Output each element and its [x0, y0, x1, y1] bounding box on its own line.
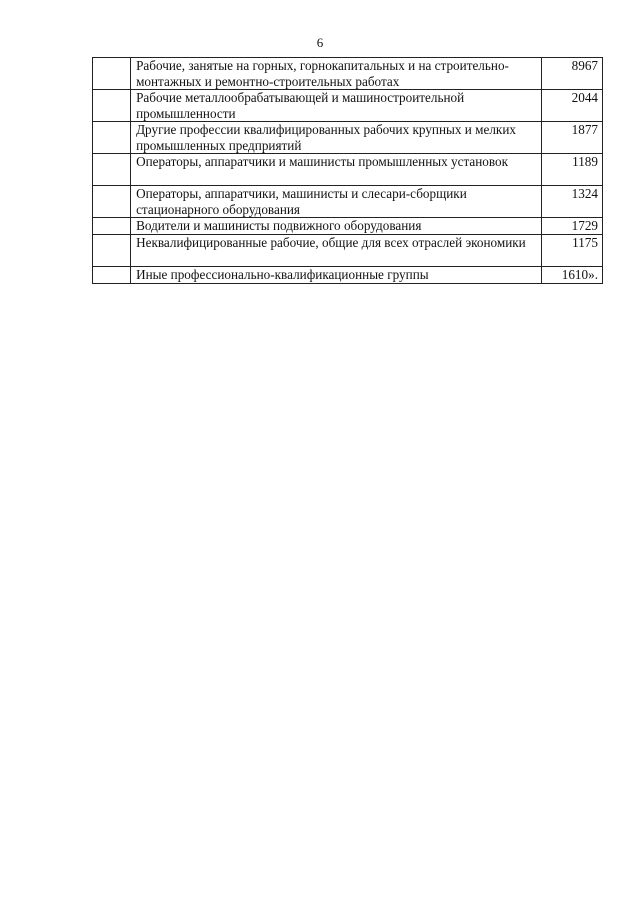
value-cell: 8967 — [541, 58, 602, 90]
value-cell: 2044 — [541, 90, 602, 122]
table-row — [93, 186, 603, 218]
row-number-cell — [93, 267, 131, 284]
profession-group-cell: Рабочие металлообрабатывающей и машиностроительной промышленности — [131, 90, 542, 122]
profession-table — [92, 57, 603, 284]
value-cell: 1877 — [541, 122, 602, 154]
profession-group-cell: Операторы, аппаратчики и машинисты промышленных установок — [131, 154, 542, 186]
profession-group-cell: Рабочие, занятые на горных, горнокапитальных и на строительно-монтажных и ремонтно-строительных работах — [131, 58, 542, 90]
profession-group-cell: Водители и машинисты подвижного оборудования — [131, 218, 542, 235]
row-number-cell — [93, 90, 131, 122]
table-row — [93, 58, 603, 90]
row-number-cell — [93, 58, 131, 90]
table-row — [93, 154, 603, 186]
table-row — [93, 218, 603, 235]
value-cell: 1729 — [541, 218, 602, 235]
table-row — [93, 90, 603, 122]
value-cell: 1324 — [541, 186, 602, 218]
value-cell: 1610». — [541, 267, 602, 284]
table-row — [93, 267, 603, 284]
profession-group-cell: Неквалифицированные рабочие, общие для всех отраслей экономики — [131, 235, 542, 267]
profession-group-cell: Иные профессионально-квалификационные группы — [131, 267, 542, 284]
profession-group-cell: Операторы, аппаратчики, машинисты и слесари-сборщики стационарного оборудования — [131, 186, 542, 218]
value-cell: 1175 — [541, 235, 602, 267]
table-row — [93, 122, 603, 154]
row-number-cell — [93, 154, 131, 186]
page-number: 6 — [316, 35, 324, 50]
profession-group-cell: Другие профессии квалифицированных рабочих крупных и мелких промышленных предприятий — [131, 122, 542, 154]
row-number-cell — [93, 235, 131, 267]
row-number-cell — [93, 122, 131, 154]
table-row — [93, 235, 603, 267]
row-number-cell — [93, 218, 131, 235]
value-cell: 1189 — [541, 154, 602, 186]
row-number-cell — [93, 186, 131, 218]
